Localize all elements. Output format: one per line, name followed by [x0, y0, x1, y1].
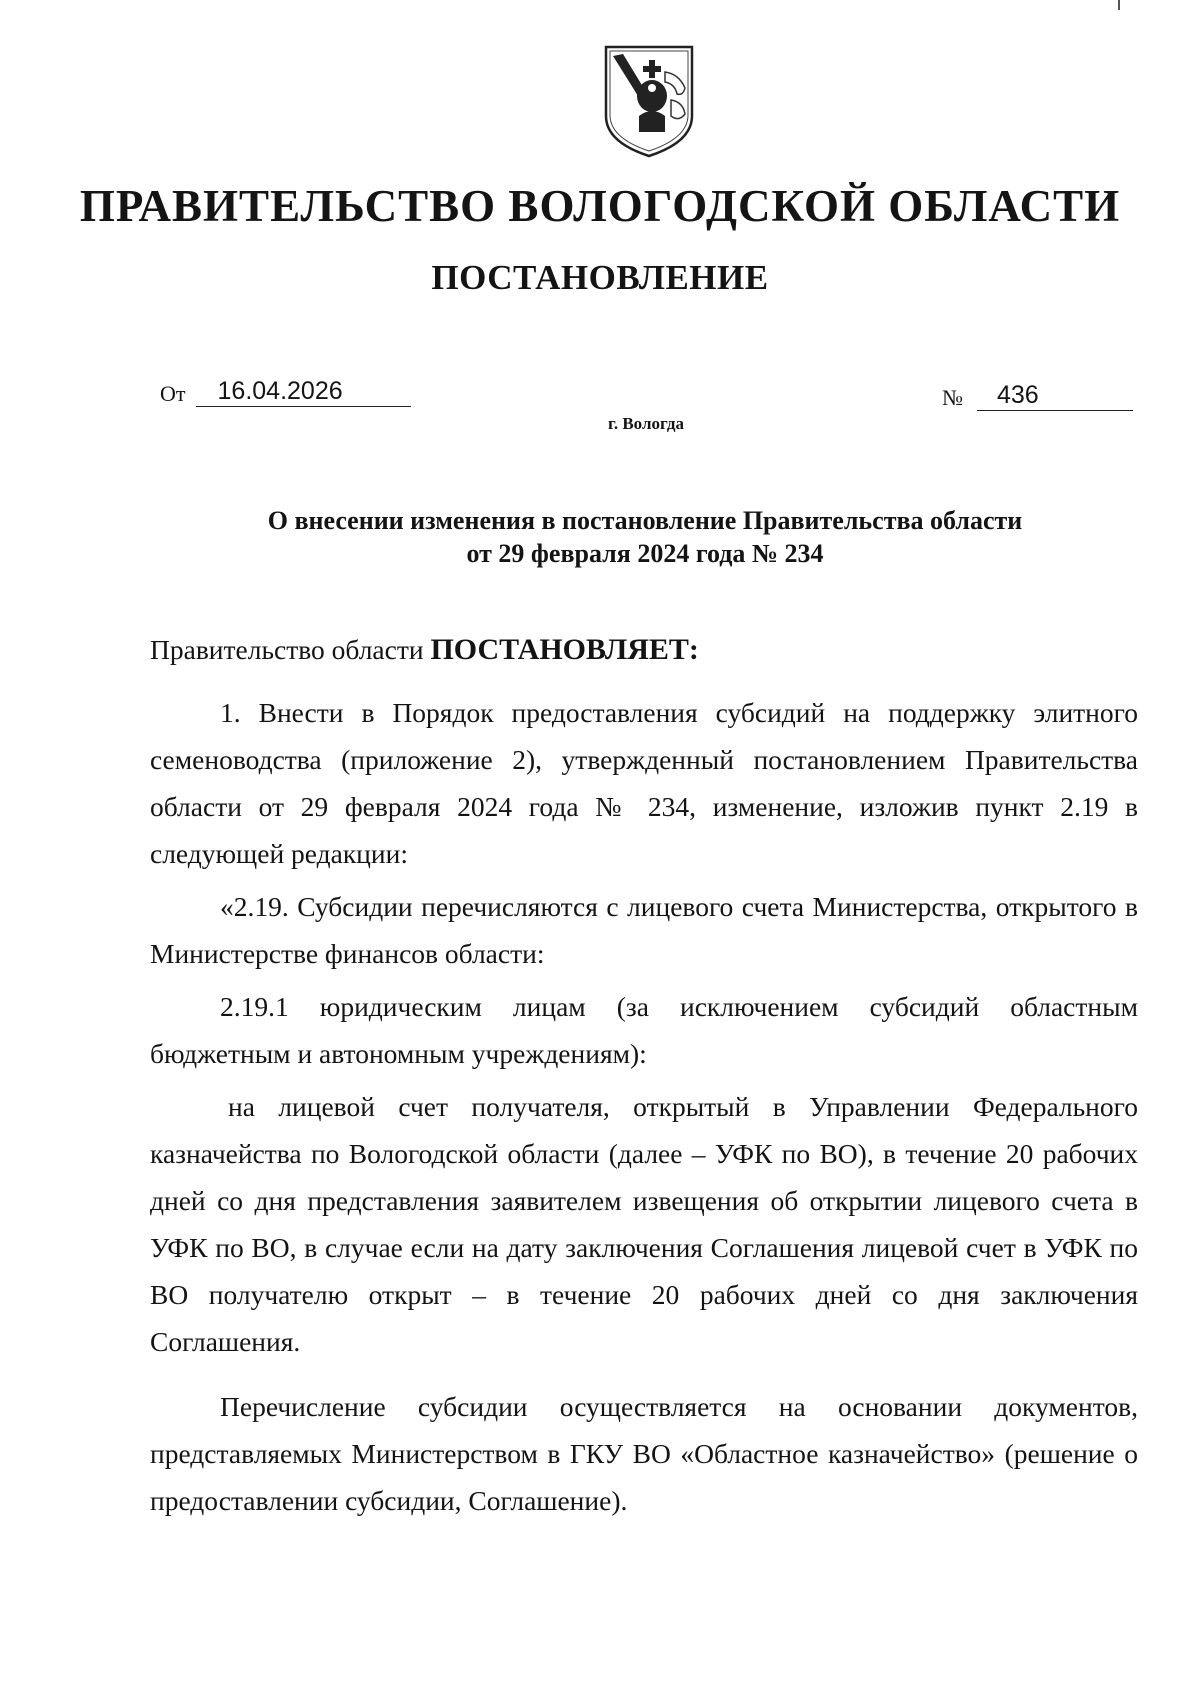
paragraph-account-details: на лицевой счет получателя, открытый в Управлении Федерального казначейства по Вологодской области (далее – УФК по ВО), в течение 20 рабочих дней со дня представления заявителем извещения об открытии лицевого счета в УФК по ВО, в случае если на дату заключения Соглашения лицевой счет в УФК по ВО получателю открыт – в течение 20 рабочих дней со дня заключения Соглашения.: [150, 1091, 1138, 1357]
scan-mark: [1118, 0, 1120, 10]
city-label: г. Вологда: [608, 414, 684, 433]
paragraph-clause-2-19: «2.19. Субсидии перечисляются с лицевого счета Министерства, открытого в Министерстве финансов области:: [150, 891, 1138, 969]
subject-line-2: от 29 февраля 2024 года № 234: [466, 539, 824, 568]
subject-line-1: О внесении изменения в постановление Правительства области: [267, 506, 1023, 535]
number-value: 436: [977, 382, 1133, 411]
preamble: [150, 626, 1138, 673]
date-field: [160, 378, 411, 407]
preamble-resolves: ПОСТАНОВЛЯЕТ:: [430, 633, 699, 666]
paragraph-clause-2-19-1: 2.19.1 юридическим лицам (за исключением субсидий областным бюджетным и автономным учреждениям):: [150, 991, 1138, 1069]
paragraph-transfer-basis: Перечисление субсидии осуществляется на основании документов, представляемых Министерством в ГКУ ВО «Областное казначейство» (решение о предоставлении субсидии, Соглашение).: [150, 1391, 1138, 1516]
date-value: 16.04.2026: [196, 378, 411, 407]
document-body: [150, 626, 1138, 1524]
preamble-lead: Правительство области: [150, 634, 431, 665]
number-field: [942, 382, 1133, 411]
document-subject: [0, 504, 1200, 570]
vologda-coat-of-arms-icon: [603, 44, 695, 159]
document-type-title: ПОСТАНОВЛЕНИЕ: [431, 258, 769, 297]
number-prefix-label: №: [942, 384, 963, 410]
paragraph-item-1: 1. Внести в Порядок предоставления субсидий на поддержку элитного семеноводства (приложение 2), утвержденный постановлением Правительства области от 29 февраля 2024 года № 234, изменение, изложив пункт 2.19 в следующей редакции:: [150, 697, 1138, 869]
date-prefix-label: От: [160, 380, 186, 406]
government-title: ПРАВИТЕЛЬСТВО ВОЛОГОДСКОЙ ОБЛАСТИ: [79, 181, 1121, 231]
